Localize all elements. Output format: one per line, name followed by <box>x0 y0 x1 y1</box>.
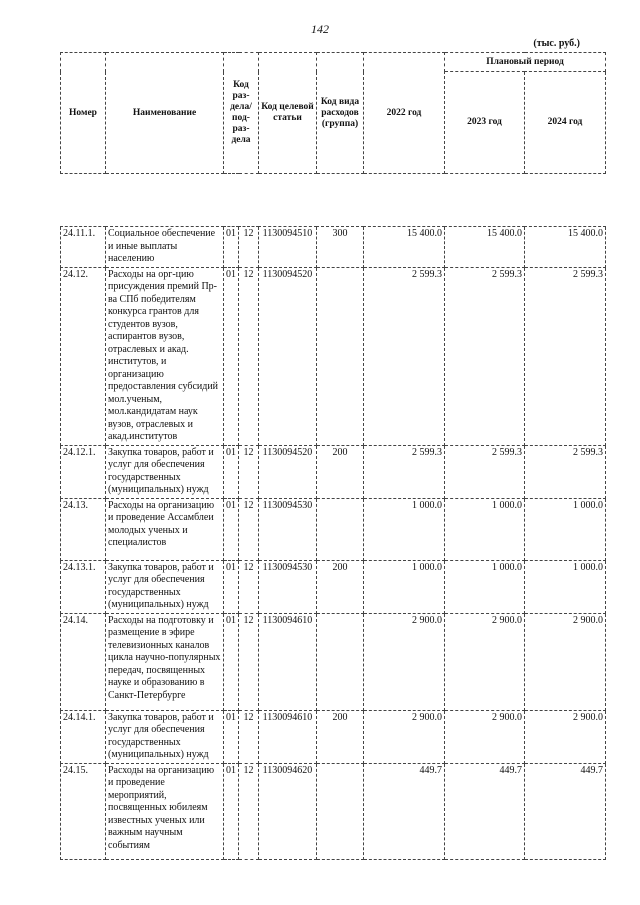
row-value-2024: 1 000.0 <box>525 498 606 560</box>
row-expense-code: 200 <box>317 445 364 498</box>
row-section: 01 <box>224 445 239 498</box>
row-subsection: 12 <box>239 560 259 613</box>
row-target-code: 1130094610 <box>259 710 317 763</box>
row-number: 24.11.1. <box>61 227 106 268</box>
row-subsection: 12 <box>239 710 259 763</box>
row-number: 24.14. <box>61 613 106 710</box>
row-expense-code <box>317 498 364 560</box>
units-label: (тыс. руб.) <box>533 38 580 49</box>
row-target-code: 1130094610 <box>259 613 317 710</box>
row-value-2022: 449.7 <box>364 763 445 859</box>
row-target-code: 1130094520 <box>259 445 317 498</box>
row-expense-code: 200 <box>317 710 364 763</box>
row-section: 01 <box>224 763 239 859</box>
row-name: Закупка товаров, работ и услуг для обеспечения государственных (муниципальных) нужд <box>106 710 224 763</box>
row-value-2024: 1 000.0 <box>525 560 606 613</box>
row-section: 01 <box>224 613 239 710</box>
row-name: Расходы на организацию и проведение Ассамблеи молодых ученых и специалистов <box>106 498 224 560</box>
row-value-2022: 2 900.0 <box>364 613 445 710</box>
page-number: 142 <box>311 22 329 36</box>
row-section: 01 <box>224 560 239 613</box>
row-subsection: 12 <box>239 498 259 560</box>
table-row <box>61 613 606 710</box>
row-expense-code <box>317 613 364 710</box>
row-section: 01 <box>224 498 239 560</box>
row-value-2023: 2 900.0 <box>445 613 525 710</box>
row-value-2024: 15 400.0 <box>525 227 606 268</box>
header-name: Наименование <box>106 53 224 174</box>
budget-table <box>60 52 606 860</box>
table-row <box>61 498 606 560</box>
row-value-2022: 1 000.0 <box>364 498 445 560</box>
header-2022: 2022 год <box>364 53 445 174</box>
header-2023: 2023 год <box>445 72 525 174</box>
row-value-2022: 1 000.0 <box>364 560 445 613</box>
table-row <box>61 560 606 613</box>
row-value-2023: 2 599.3 <box>445 445 525 498</box>
row-subsection: 12 <box>239 763 259 859</box>
row-target-code: 1130094530 <box>259 560 317 613</box>
row-name: Расходы на орг-цию присуждения премий Пр-ва СПб победителям конкурса грантов для студентов вузов, аспирантов вузов, отраслевых и акад. институтов, и организацию предоставления субсидий мол.ученым, мол.кандидатам наук вузов, отраслевых и акад.институтов <box>106 267 224 445</box>
row-target-code: 1130094520 <box>259 267 317 445</box>
row-value-2023: 15 400.0 <box>445 227 525 268</box>
row-target-code: 1130094530 <box>259 498 317 560</box>
header-gap <box>61 174 606 227</box>
header-number: Номер <box>61 53 106 174</box>
header-planning-period: Плановый период <box>445 53 606 72</box>
row-name: Закупка товаров, работ и услуг для обеспечения государственных (муниципальных) нужд <box>106 445 224 498</box>
row-value-2024: 2 900.0 <box>525 710 606 763</box>
row-subsection: 12 <box>239 613 259 710</box>
table-row <box>61 763 606 859</box>
row-number: 24.13. <box>61 498 106 560</box>
row-name: Социальное обеспечение и иные выплаты населению <box>106 227 224 268</box>
row-value-2023: 1 000.0 <box>445 560 525 613</box>
row-value-2023: 1 000.0 <box>445 498 525 560</box>
row-number: 24.14.1. <box>61 710 106 763</box>
row-value-2024: 449.7 <box>525 763 606 859</box>
row-value-2023: 2 599.3 <box>445 267 525 445</box>
row-value-2024: 2 599.3 <box>525 267 606 445</box>
row-section: 01 <box>224 227 239 268</box>
table-row <box>61 445 606 498</box>
row-subsection: 12 <box>239 445 259 498</box>
row-number: 24.13.1. <box>61 560 106 613</box>
table-row <box>61 227 606 268</box>
row-value-2024: 2 599.3 <box>525 445 606 498</box>
table-row <box>61 267 606 445</box>
row-section: 01 <box>224 710 239 763</box>
row-target-code: 1130094510 <box>259 227 317 268</box>
row-value-2022: 2 599.3 <box>364 445 445 498</box>
header-section-code: Код раз-дела/ под-раз-дела <box>224 53 259 174</box>
row-section: 01 <box>224 267 239 445</box>
row-value-2022: 15 400.0 <box>364 227 445 268</box>
header-expense-code: Код вида расходов (группа) <box>317 53 364 174</box>
row-number: 24.12. <box>61 267 106 445</box>
row-name: Закупка товаров, работ и услуг для обеспечения государственных (муниципальных) нужд <box>106 560 224 613</box>
row-subsection: 12 <box>239 227 259 268</box>
row-number: 24.12.1. <box>61 445 106 498</box>
header-2024: 2024 год <box>525 72 606 174</box>
row-number: 24.15. <box>61 763 106 859</box>
row-value-2024: 2 900.0 <box>525 613 606 710</box>
row-value-2022: 2 599.3 <box>364 267 445 445</box>
header-target-code: Код целевой статьи <box>259 53 317 174</box>
row-value-2022: 2 900.0 <box>364 710 445 763</box>
row-expense-code <box>317 267 364 445</box>
row-name: Расходы на подготовку и размещение в эфире телевизионных каналов цикла научно-популярных передач, посвященных науке и образованию в Санкт-Петербурге <box>106 613 224 710</box>
row-subsection: 12 <box>239 267 259 445</box>
row-expense-code: 200 <box>317 560 364 613</box>
table-row <box>61 710 606 763</box>
row-name: Расходы на организацию и проведение мероприятий, посвященных юбилеям известных ученых или важным научным событиям <box>106 763 224 859</box>
row-expense-code <box>317 763 364 859</box>
row-value-2023: 2 900.0 <box>445 710 525 763</box>
row-expense-code: 300 <box>317 227 364 268</box>
row-value-2023: 449.7 <box>445 763 525 859</box>
row-target-code: 1130094620 <box>259 763 317 859</box>
